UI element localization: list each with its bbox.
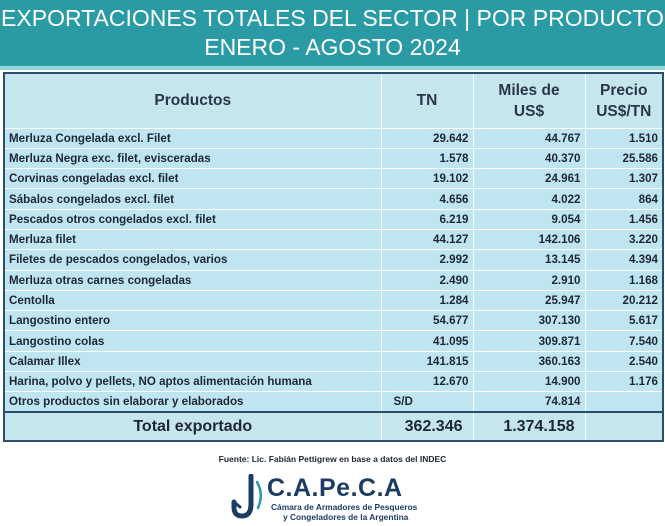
table-header-row [4, 73, 663, 128]
cell-price: 2.540 [585, 351, 663, 371]
cell-usd: 24.961 [473, 169, 585, 189]
cell-price: 5.617 [585, 311, 663, 331]
cell-price: 20.212 [585, 290, 663, 310]
title-banner [0, 0, 665, 66]
cell-usd: 142.106 [473, 229, 585, 249]
cell-price: 1.168 [585, 270, 663, 290]
cell-tn: 19.102 [381, 169, 473, 189]
cell-usd: 307.130 [473, 311, 585, 331]
cell-tn: S/D [381, 392, 473, 412]
cell-tn: 2.992 [381, 250, 473, 270]
table-row [4, 331, 663, 351]
table-row [4, 311, 663, 331]
cell-usd: 14.900 [473, 372, 585, 392]
exports-table [3, 72, 664, 442]
total-label: Total exportado [4, 412, 381, 441]
cell-product: Sábalos congelados excl. filet [4, 189, 381, 209]
cell-product: Langostino entero [4, 311, 381, 331]
total-usd: 1.374.158 [473, 412, 585, 441]
cell-usd: 44.767 [473, 128, 585, 148]
col-header-price-line2: US$/TN [596, 102, 652, 120]
logo-subtitle-2: y Congeladores de la Argentina [283, 512, 409, 522]
table-row [4, 250, 663, 270]
cell-price: 864 [585, 189, 663, 209]
cell-tn: 141.815 [381, 351, 473, 371]
cell-product: Centolla [4, 290, 381, 310]
cell-product: Langostino colas [4, 331, 381, 351]
cell-price: 25.586 [585, 148, 663, 168]
total-tn: 362.346 [381, 412, 473, 441]
cell-product: Merluza otras carnes congeladas [4, 270, 381, 290]
cell-tn: 1.578 [381, 148, 473, 168]
cell-price: 1.307 [585, 169, 663, 189]
cell-price: 7.540 [585, 331, 663, 351]
cell-tn: 41.095 [381, 331, 473, 351]
title-line-1: EXPORTACIONES TOTALES DEL SECTOR | POR PRODUCTO [1, 5, 664, 31]
col-header-usd-line1: Miles de [498, 81, 560, 99]
cell-usd: 309.871 [473, 331, 585, 351]
cell-tn: 2.490 [381, 270, 473, 290]
table-row [4, 229, 663, 249]
cell-usd: 4.022 [473, 189, 585, 209]
cell-tn: 44.127 [381, 229, 473, 249]
cell-product: Otros productos sin elaborar y elaborados [4, 392, 381, 412]
table-row [4, 290, 663, 310]
cell-price: 1.510 [585, 128, 663, 148]
cell-price: 1.456 [585, 209, 663, 229]
table-row [4, 270, 663, 290]
header-stripe [0, 66, 665, 70]
cell-usd: 74.814 [473, 392, 585, 412]
cell-product: Harina, polvo y pellets, NO aptos alimentación humana [4, 372, 381, 392]
cell-product: Filetes de pescados congelados, varios [4, 250, 381, 270]
logo-subtitle-1: Cámara de Armadores de Pesqueros [271, 502, 418, 512]
cell-usd: 25.947 [473, 290, 585, 310]
source-note: Fuente: Lic. Fabián Pettigrew en base a datos del INDEC [218, 454, 447, 464]
cell-price: 4.394 [585, 250, 663, 270]
cell-tn: 6.219 [381, 209, 473, 229]
fishhook-icon [231, 474, 265, 522]
cell-price [585, 392, 663, 412]
col-header-usd [473, 73, 585, 128]
cell-tn: 12.670 [381, 372, 473, 392]
cell-product: Merluza filet [4, 229, 381, 249]
cell-product: Pescados otros congelados excl. filet [4, 209, 381, 229]
table-row [4, 148, 663, 168]
table-row [4, 209, 663, 229]
cell-usd: 2.910 [473, 270, 585, 290]
logo-title: C.A.Pe.C.A [267, 474, 403, 502]
table-row [4, 189, 663, 209]
table-row [4, 351, 663, 371]
cell-product: Merluza Negra exc. filet, evisceradas [4, 148, 381, 168]
cell-price: 1.176 [585, 372, 663, 392]
cell-usd: 13.145 [473, 250, 585, 270]
capeca-logo [231, 474, 441, 524]
cell-tn: 4.656 [381, 189, 473, 209]
cell-price: 3.220 [585, 229, 663, 249]
cell-product: Merluza Congelada excl. Filet [4, 128, 381, 148]
col-header-usd-line2: US$ [513, 102, 545, 120]
col-header-tn: TN [381, 73, 473, 128]
table-row [4, 169, 663, 189]
cell-usd: 360.163 [473, 351, 585, 371]
cell-tn: 1.284 [381, 290, 473, 310]
cell-product: Corvinas congeladas excl. filet [4, 169, 381, 189]
table-row [4, 392, 663, 412]
total-row [4, 412, 663, 441]
cell-usd: 40.370 [473, 148, 585, 168]
col-header-price-line1: Precio [600, 81, 648, 99]
table-row [4, 128, 663, 148]
cell-tn: 54.677 [381, 311, 473, 331]
cell-usd: 9.054 [473, 209, 585, 229]
total-price [585, 412, 663, 441]
cell-product: Calamar Illex [4, 351, 381, 371]
table-row [4, 372, 663, 392]
col-header-product: Productos [4, 73, 381, 128]
title-line-2: ENERO - AGOSTO 2024 [204, 34, 461, 60]
cell-tn: 29.642 [381, 128, 473, 148]
col-header-price [585, 73, 663, 128]
